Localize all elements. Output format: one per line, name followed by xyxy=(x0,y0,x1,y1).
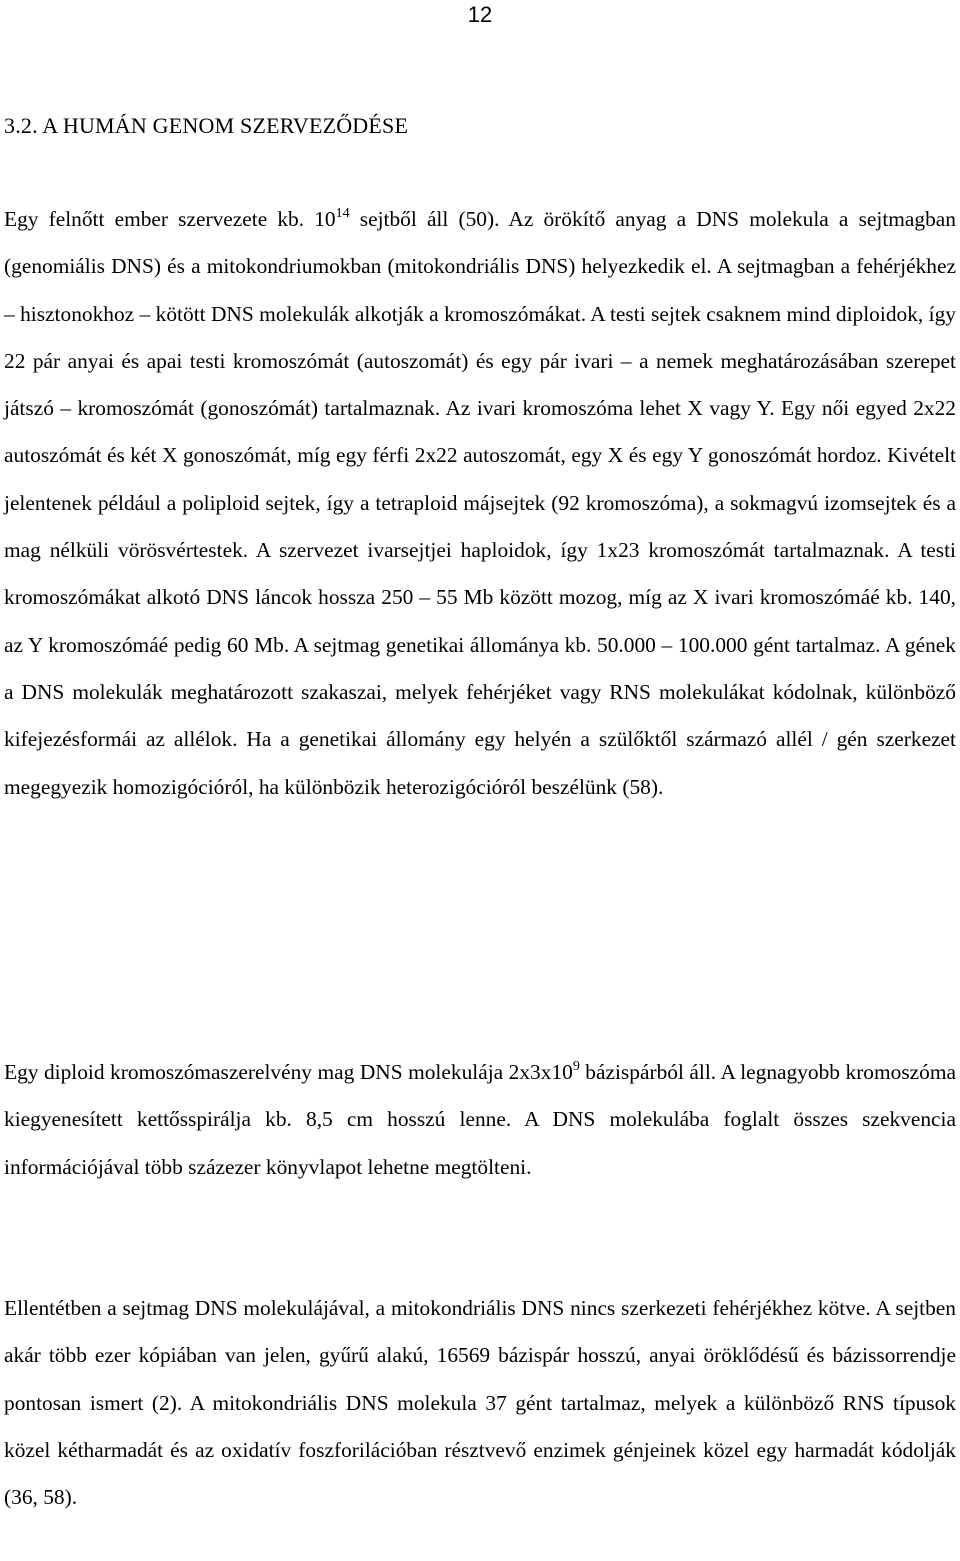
paragraph-1-exponent: 14 xyxy=(335,206,350,221)
paragraph-3-text: Ellentétben a sejtmag DNS molekulájával, a mitokondriális DNS nincs szerkezeti fehérjékhez kötve. A sejtben akár több ezer kópiában van jelen, gyűrű alakú, 16569 bázispár hosszú, anyai öröklődésű és bázissorrendje pontosan ismert (2). A mitokondriális DNS molekula 37 gént tartalmaz, melyek a különböző RNS típusok közel kétharmadát és az oxidatív foszforilációban résztvevő enzimek génjeinek közel egy harmadát kódolják (36, 58). xyxy=(4,1296,956,1510)
paragraph-2-text-rest: bázispárból áll. A legnagyobb kromoszóma kiegyenesített kettősspirálja kb. 8,5 cm hosszú lenne. A DNS molekulába foglalt összes szekvencia információjával több százezer könyvlapot lehetne megtölteni. xyxy=(4,1060,956,1179)
paragraph-1-text-rest: sejtből áll (50). Az örökítő anyag a DNS molekula a sejtmagban (genomiális DNS) és a mitokondriumokban (mitokondriális DNS) helyezkedik el. A sejtmagban a fehérjékhez – hisztonokhoz – kötött DNS molekulák alkotják a kromoszómákat. A testi sejtek csaknem mind diploidok, így 22 pár anyai és apai testi kromoszómát (autoszomát) és egy pár ivari – a nemek meghatározásában szerepet játszó – kromoszómát (gonoszómát) tartalmaznak. Az ivari kromoszóma lehet X vagy Y. Egy női egyed 2x22 autoszómát és két X gonoszómát, míg egy férfi 2x22 autoszomát, egy X és egy Y gonoszómát hordoz. Kivételt jelentenek például a poliploid sejtek, így a tetraploid májsejtek (92 kromoszóma), a sokmagvú izomsejtek és a mag nélküli vörösvértestek. A szervezet ivarsejtjei haploidok, így 1x23 kromoszómát tartalmaznak. A testi kromoszómákat alkotó DNS láncok hossza 250 – 55 Mb között mozog, míg az X ivari kromoszómáé kb. 140, az Y kromoszómáé pedig 60 Mb. A sejtmag genetikai állománya kb. 50.000 – 100.000 gént tartalmaz. A gének a DNS molekulák meghatározott szakaszai, melyek fehérjéket vagy RNS molekulákat kódolnak, különböző kifejezésformái az allélok. Ha a genetikai állomány egy helyén a szülőktől származó allél / gén szerkezet megegyezik homozigócióról, ha különbözik heterozigócióról beszélünk (58). xyxy=(4,207,956,799)
paragraph-1 xyxy=(4,196,956,811)
page-number: 12 xyxy=(467,2,493,27)
paragraph-2-exponent: 9 xyxy=(572,1059,580,1074)
section-heading: 3.2. A HUMÁN GENOM SZERVEZŐDÉSE xyxy=(4,113,409,138)
paragraph-2-text-start: Egy diploid kromoszómaszerelvény mag DNS molekulája 2x3x10 xyxy=(4,1060,573,1084)
paragraph-1-text-start: Egy felnőtt ember szervezete kb. 10 xyxy=(4,207,336,231)
paragraph-2 xyxy=(4,1049,956,1191)
paragraph-3 xyxy=(4,1285,956,1521)
